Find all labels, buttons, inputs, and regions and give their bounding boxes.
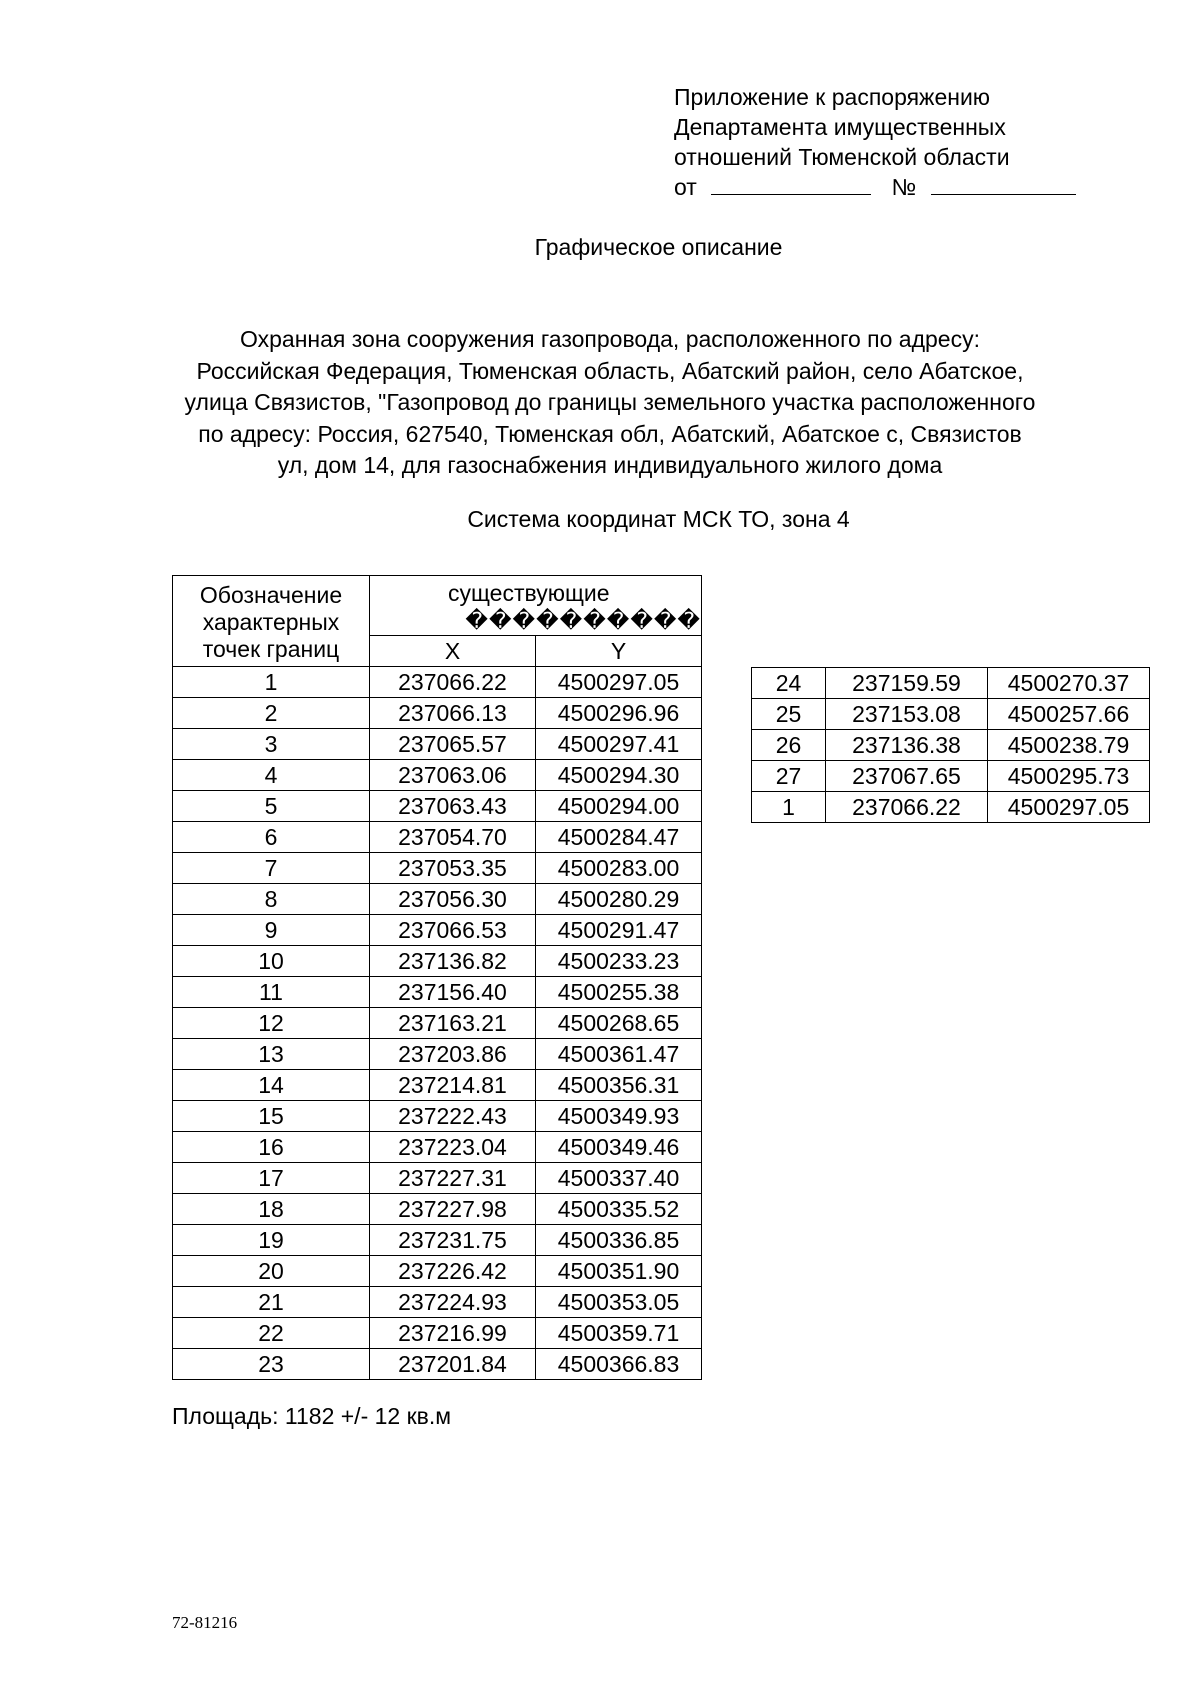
appendix-date-number-line (674, 172, 1076, 202)
point-number-cell: 7 (173, 853, 370, 884)
header-y: Y (536, 636, 702, 667)
x-coordinate-cell: 237159.59 (826, 668, 988, 699)
point-number-cell: 6 (173, 822, 370, 853)
table-row (173, 1163, 702, 1194)
y-coordinate-cell: 4500349.93 (536, 1101, 702, 1132)
header-existing (370, 576, 702, 636)
table-row (173, 884, 702, 915)
point-number-cell: 14 (173, 1070, 370, 1101)
date-blank (711, 174, 871, 195)
x-coordinate-cell: 237136.38 (826, 730, 988, 761)
table-row (173, 667, 702, 698)
table-row (173, 1132, 702, 1163)
point-number-cell: 15 (173, 1101, 370, 1132)
x-coordinate-cell: 237163.21 (370, 1008, 536, 1039)
y-coordinate-cell: 4500294.00 (536, 791, 702, 822)
point-number-cell: 19 (173, 1225, 370, 1256)
document-title: Графическое описание (534, 234, 783, 260)
table-row (752, 699, 1150, 730)
y-coordinate-cell: 4500366.83 (536, 1349, 702, 1380)
y-coordinate-cell: 4500255.38 (536, 977, 702, 1008)
x-coordinate-cell: 237065.57 (370, 729, 536, 760)
x-coordinate-cell: 237203.86 (370, 1039, 536, 1070)
y-coordinate-cell: 4500283.00 (536, 853, 702, 884)
x-coordinate-cell: 237227.31 (370, 1163, 536, 1194)
point-number-cell: 10 (173, 946, 370, 977)
x-coordinate-cell: 237054.70 (370, 822, 536, 853)
area-value: Площадь: 1182 +/- 12 кв.м (172, 1403, 452, 1429)
point-number-cell: 8 (173, 884, 370, 915)
table-row (173, 760, 702, 791)
x-coordinate-cell: 237226.42 (370, 1256, 536, 1287)
table-row (173, 853, 702, 884)
y-coordinate-cell: 4500257.66 (988, 699, 1150, 730)
table-row (173, 1225, 702, 1256)
y-coordinate-cell: 4500337.40 (536, 1163, 702, 1194)
x-coordinate-cell: 237066.22 (370, 667, 536, 698)
point-number-cell: 1 (752, 792, 826, 823)
x-coordinate-cell: 237063.43 (370, 791, 536, 822)
point-number-cell: 25 (752, 699, 826, 730)
x-coordinate-cell: 237222.43 (370, 1101, 536, 1132)
point-number-cell: 23 (173, 1349, 370, 1380)
table-row (173, 1070, 702, 1101)
table-row (173, 1287, 702, 1318)
table-row (173, 1318, 702, 1349)
point-number-cell: 12 (173, 1008, 370, 1039)
y-coordinate-cell: 4500349.46 (536, 1132, 702, 1163)
y-coordinate-cell: 4500335.52 (536, 1194, 702, 1225)
appendix-line-2: Департамента имущественных (674, 114, 1006, 140)
header-x: X (370, 636, 536, 667)
point-number-cell: 16 (173, 1132, 370, 1163)
coordinate-system: Система координат МСК ТО, зона 4 (467, 506, 850, 532)
description-line-1: Охранная зона сооружения газопровода, расположенного по адресу: (240, 326, 980, 352)
table-row (173, 1256, 702, 1287)
x-coordinate-cell: 237231.75 (370, 1225, 536, 1256)
point-number-cell: 9 (173, 915, 370, 946)
point-number-cell: 2 (173, 698, 370, 729)
header-point-label: Обозначение характерных точек границ (199, 582, 343, 662)
y-coordinate-cell: 4500336.85 (536, 1225, 702, 1256)
table-row (173, 1008, 702, 1039)
table-row (752, 730, 1150, 761)
y-coordinate-cell: 4500297.05 (536, 667, 702, 698)
y-coordinate-cell: 4500291.47 (536, 915, 702, 946)
x-coordinate-cell: 237223.04 (370, 1132, 536, 1163)
table-row (173, 1101, 702, 1132)
point-number-cell: 17 (173, 1163, 370, 1194)
point-number-cell: 22 (173, 1318, 370, 1349)
header-point-designation (173, 576, 370, 667)
table-row (752, 668, 1150, 699)
table-row (173, 822, 702, 853)
number-sign: № (891, 174, 917, 200)
y-coordinate-cell: 4500294.30 (536, 760, 702, 791)
table-row (173, 729, 702, 760)
x-coordinate-cell: 237156.40 (370, 977, 536, 1008)
y-coordinate-cell: 4500284.47 (536, 822, 702, 853)
number-blank (931, 174, 1076, 195)
description-line-2: Российская Федерация, Тюменская область, Абатский район, село Абатское, (196, 357, 1024, 384)
y-coordinate-cell: 4500280.29 (536, 884, 702, 915)
header-garbled-text: ���������� (465, 608, 701, 631)
point-number-cell: 5 (173, 791, 370, 822)
table-row (173, 698, 702, 729)
x-coordinate-cell: 237153.08 (826, 699, 988, 730)
x-coordinate-cell: 237066.13 (370, 698, 536, 729)
y-coordinate-cell: 4500356.31 (536, 1070, 702, 1101)
table-row (173, 1039, 702, 1070)
x-coordinate-cell: 237136.82 (370, 946, 536, 977)
x-coordinate-cell: 237224.93 (370, 1287, 536, 1318)
x-coordinate-cell: 237066.53 (370, 915, 536, 946)
y-coordinate-cell: 4500238.79 (988, 730, 1150, 761)
y-coordinate-cell: 4500351.90 (536, 1256, 702, 1287)
coordinates-table-continued (751, 667, 1150, 823)
y-coordinate-cell: 4500233.23 (536, 946, 702, 977)
document-code: 72-81216 (172, 1613, 238, 1632)
description-line-5: ул, дом 14, для газоснабжения индивидуального жилого дома (277, 452, 943, 478)
table-row (173, 1194, 702, 1225)
description-line-4: по адресу: Россия, 627540, Тюменская обл, Абатский, Абатское с, Связистов (198, 420, 1022, 447)
y-coordinate-cell: 4500270.37 (988, 668, 1150, 699)
x-coordinate-cell: 237214.81 (370, 1070, 536, 1101)
point-number-cell: 24 (752, 668, 826, 699)
y-coordinate-cell: 4500296.96 (536, 698, 702, 729)
x-coordinate-cell: 237053.35 (370, 853, 536, 884)
point-number-cell: 27 (752, 761, 826, 792)
y-coordinate-cell: 4500268.65 (536, 1008, 702, 1039)
y-coordinate-cell: 4500295.73 (988, 761, 1150, 792)
appendix-line-1: Приложение к распоряжению (674, 84, 991, 110)
table-row (752, 761, 1150, 792)
x-coordinate-cell: 237067.65 (826, 761, 988, 792)
table-row (173, 915, 702, 946)
point-number-cell: 3 (173, 729, 370, 760)
x-coordinate-cell: 237056.30 (370, 884, 536, 915)
point-number-cell: 1 (173, 667, 370, 698)
y-coordinate-cell: 4500359.71 (536, 1318, 702, 1349)
date-prefix: от (674, 174, 697, 200)
point-number-cell: 21 (173, 1287, 370, 1318)
point-number-cell: 4 (173, 760, 370, 791)
y-coordinate-cell: 4500361.47 (536, 1039, 702, 1070)
table-row (752, 792, 1150, 823)
table-row (173, 1349, 702, 1380)
point-number-cell: 11 (173, 977, 370, 1008)
table-row (173, 946, 702, 977)
x-coordinate-cell: 237063.06 (370, 760, 536, 791)
appendix-header (674, 82, 1076, 202)
x-coordinate-cell: 237216.99 (370, 1318, 536, 1349)
point-number-cell: 18 (173, 1194, 370, 1225)
header-existing-label: существующие (448, 580, 610, 606)
coordinates-table (172, 575, 702, 1380)
table-row (173, 977, 702, 1008)
y-coordinate-cell: 4500297.41 (536, 729, 702, 760)
y-coordinate-cell: 4500353.05 (536, 1287, 702, 1318)
x-coordinate-cell: 237227.98 (370, 1194, 536, 1225)
zone-description (110, 324, 1110, 482)
appendix-line-3: отношений Тюменской области (674, 144, 1010, 170)
table-row (173, 791, 702, 822)
x-coordinate-cell: 237066.22 (826, 792, 988, 823)
point-number-cell: 26 (752, 730, 826, 761)
description-line-3: улица Связистов, "Газопровод до границы земельного участка расположенного (184, 389, 1036, 415)
point-number-cell: 20 (173, 1256, 370, 1287)
x-coordinate-cell: 237201.84 (370, 1349, 536, 1380)
point-number-cell: 13 (173, 1039, 370, 1070)
y-coordinate-cell: 4500297.05 (988, 792, 1150, 823)
